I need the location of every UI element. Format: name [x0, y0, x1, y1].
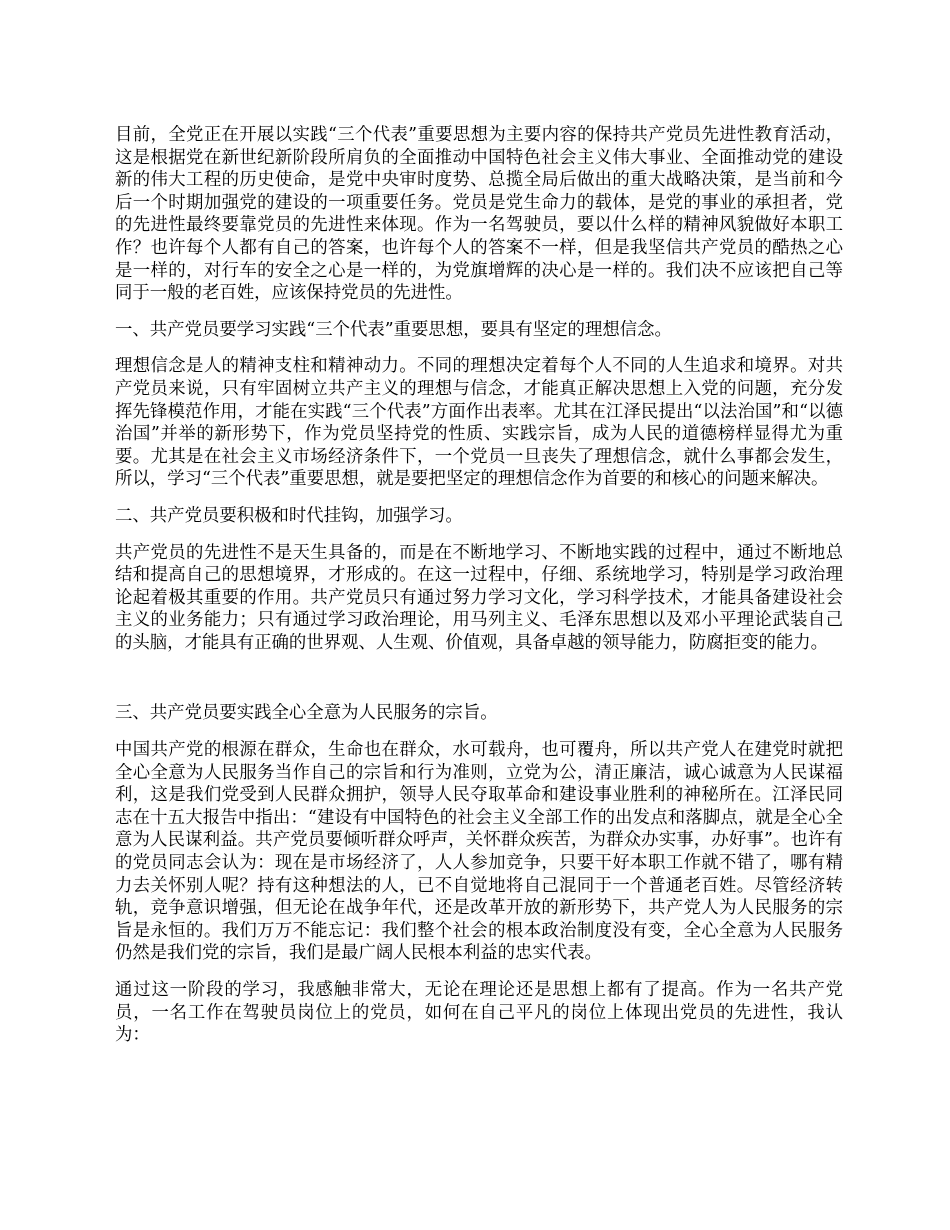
section-body-1: 理想信念是人的精神支柱和精神动力。不同的理想决定着每个人不同的人生追求和境界。对共产党员来说，只有牢固树立共产主义的理想与信念，才能真正解决思想上入党的问题，充分发挥先锋模范作用，才能在实践“三个代表”方面作出表率。尤其在江泽民提出“以法治国”和“以德治国”并举的新形势下，作为党员坚持党的性质、实践宗旨，成为人民的道德榜样显得尤为重要。尤其是在社会主义市场经济条件下，一个党员一旦丧失了理想信念，就什么事都会发生，所以，学习“三个代表”重要思想，就是要把坚定的理想信念作为首要的和核心的问题来解决。	[115, 356, 843, 490]
paragraph-spacer	[115, 528, 843, 542]
section-heading-2: 二、共产党员要积极和时代挂钩，加强学习。	[115, 505, 463, 526]
closing-paragraph: 通过这一阶段的学习，我感触非常大，无论在理论还是思想上都有了提高。作为一名共产党员，一名工作在驾驶员岗位上的党员，如何在自己平凡的岗位上体现出党员的先进性，我认为：	[115, 980, 843, 1046]
paragraph-spacer	[115, 965, 843, 979]
paragraph-spacer	[115, 305, 843, 319]
intro-paragraph: 目前，全党正在开展以实践“三个代表”重要思想为主要内容的保持共产党员先进性教育活动，这是根据党在新世纪新阶段所肩负的全面推动中国特色社会主义伟大事业、全面推动党的建设新的伟大工程的历史使命，是党中央审时度势、总揽全局后做出的重大战略决策，是当前和今后一个时期加强党的建设的一项重要任务。党员是党生命力的载体，是党的事业的承担者，党的先进性最终要靠党员的先进性来体现。作为一名驾驶员，要以什么样的精神风貌做好本职工作？也许每个人都有自己的答案，也许每个人的答案不一样，但是我坚信共产党员的酷热之心是一样的，对行车的安全之心是一样的，为党旗增辉的决心是一样的。我们决不应该把自己等同于一般的老百姓，应该保持党员的先进性。	[115, 125, 843, 304]
paragraph-spacer	[115, 491, 843, 505]
paragraph-spacer	[115, 725, 843, 739]
paragraph-spacer	[115, 341, 843, 355]
section-body-2: 共产党员的先进性不是天生具备的，而是在不断地学习、不断地实践的过程中，通过不断地总结和提高自己的思想境界，才形成的。在这一过程中，仔细、系统地学习，特别是学习政治理论起着极其重要的作用。共产党员只有通过努力学习文化，学习科学技术，才能具备建设社会主义的业务能力；只有通过学习政治理论，用马列主义、毛泽东思想以及邓小平理论武装自己的头脑，才能具有正确的世界观、人生观、价值观，具备卓越的领导能力，防腐拒变的能力。	[115, 542, 843, 653]
section-heading-3: 三、共产党员要实践全心全意为人民服务的宗旨。	[115, 703, 498, 724]
section-spacer	[115, 654, 843, 702]
section-heading-1: 一、共产党员要学习实践“三个代表”重要思想，要具有坚定的理想信念。	[115, 319, 672, 340]
section-body-3: 中国共产党的根源在群众，生命也在群众，水可载舟，也可覆舟，所以共产党人在建党时就把全心全意为人民服务当作自己的宗旨和行为准则，立党为公，清正廉洁，诚心诚意为人民谋福利，这是我们党受到人民群众拥护，领导人民夺取革命和建设事业胜利的神秘所在。江泽民同志在十五大报告中指出：“建设有中国特色的社会主义全部工作的出发点和落脚点，就是全心全意为人民谋利益。共产党员要倾听群众呼声，关怀群众疾苦，为群众办实事，办好事”。也许有的党员同志会认为：现在是市场经济了，人人参加竞争，只要干好本职工作就不错了，哪有精力去关怀别人呢？持有这种想法的人，已不自觉地将自己混同于一个普通老百姓。尽管经济转轨，竞争意识增强，但无论在战争年代，还是改革开放的新形势下，共产党人为人民服务的宗旨是永恒的。我们万万不能忘记：我们整个社会的根本政治制度没有变，全心全意为人民服务仍然是我们党的宗旨，我们是最广阔人民根本利益的忠实代表。	[115, 740, 843, 964]
document-page	[115, 124, 843, 1047]
